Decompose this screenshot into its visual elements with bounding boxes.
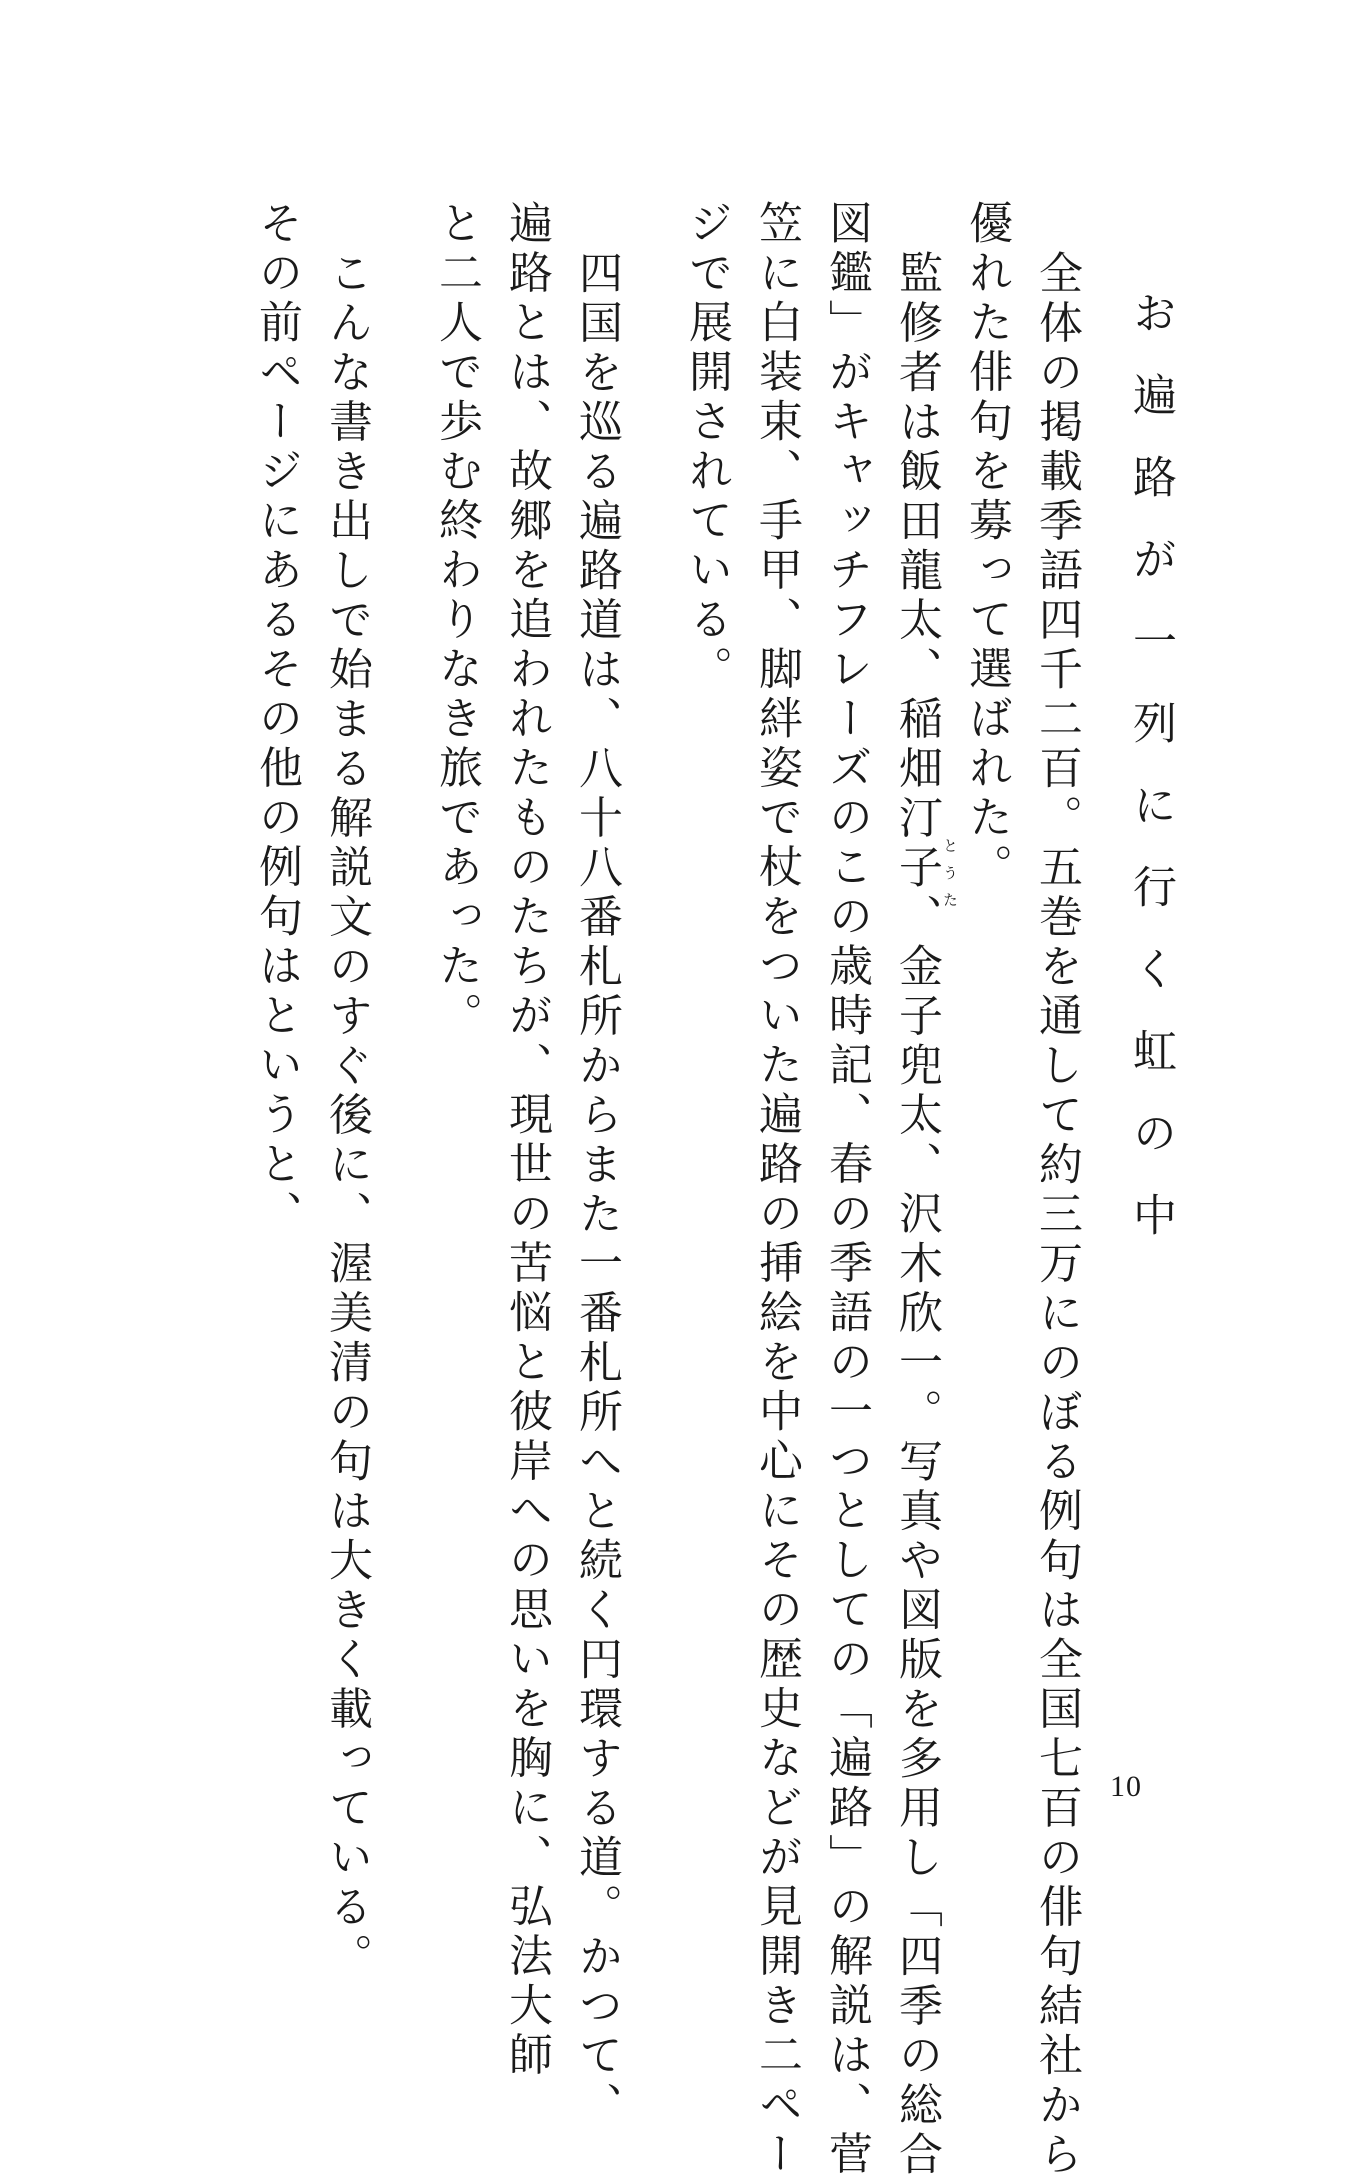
paragraph-3-line-2: 遍路とは、故郷を追われたものたちが、現世の苦悩と彼岸への思いを胸に、弘法大師 xyxy=(501,200,552,2081)
paragraph-3-line-3: と二人で歩む終わりなき旅であった。 xyxy=(431,200,482,1042)
paragraph-1-line-2: 優れた俳句を募って選ばれた。 xyxy=(961,200,1012,893)
paragraph-2-line-2: 図鑑」がキャッチフレーズのこの歳時記、春の季語の一つとしての「遍路」の解説は、菅 xyxy=(821,200,872,2180)
paragraph-2-line-3: 笠に白装束、手甲、脚絆姿で杖をついた遍路の挿絵を中心にその歴史などが見開き二ペー xyxy=(751,200,802,2180)
ruby-annotation: とうた xyxy=(941,838,959,919)
paragraph-2-line-1: 監修者は飯田龍太、稲畑汀子、金子兜太、沢木欣一。写真や図版を多用し「四季の総合 xyxy=(891,250,942,2181)
paragraph-4-line-2: その前ページにあるその他の例句はというと、 xyxy=(251,200,302,1240)
page-number: 10 xyxy=(1110,1770,1142,1803)
paragraph-2-line-4: ジで展開されている。 xyxy=(681,200,732,695)
paragraph-3-line-1: 四国を巡る遍路道は、八十八番札所からまた一番札所へと続く円環する道。かつて、 xyxy=(571,250,622,2131)
paragraph-4-line-1: こんな書き出しで始まる解説文のすぐ後に、渥美清の句は大きく載っている。 xyxy=(321,250,372,1983)
haiku-title: お遍路が一列に行く虹の中 xyxy=(1125,290,1176,1274)
paragraph-1-line-1: 全体の掲載季語四千二百。五巻を通して約三万にのぼる例句は全国七百の俳句結社から xyxy=(1031,250,1082,2181)
